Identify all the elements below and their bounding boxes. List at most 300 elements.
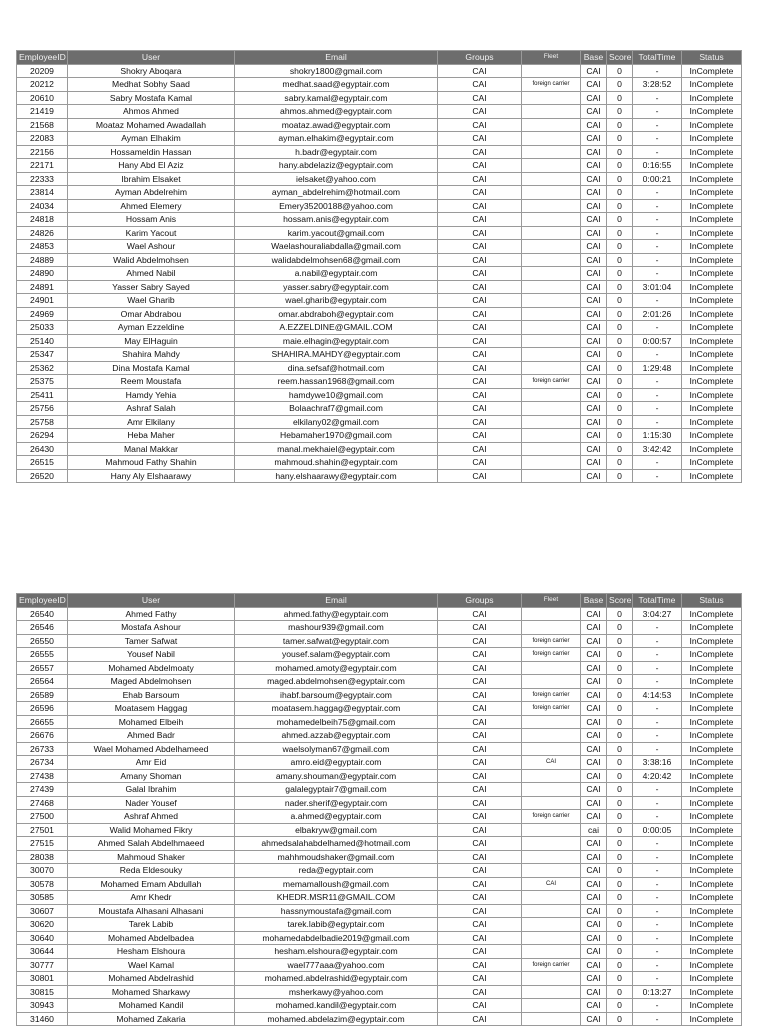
fleet-cell [522, 267, 581, 281]
employee-id-cell: 30777 [17, 958, 68, 972]
groups-cell: CAI [438, 837, 522, 851]
employee-id-cell: 24889 [17, 253, 68, 267]
email-cell: Waelashouraliabdalla@gmail.com [235, 240, 438, 254]
status-cell: InComplete [682, 145, 742, 159]
table-row [17, 904, 742, 918]
fleet-cell [522, 307, 581, 321]
total-time-cell: - [633, 105, 682, 119]
total-time-cell: - [633, 796, 682, 810]
total-time-cell: - [633, 675, 682, 689]
table-row [17, 958, 742, 972]
user-cell: Hesham Elshoura [68, 945, 235, 959]
base-cell: CAI [581, 402, 607, 416]
employee-id-cell: 30801 [17, 972, 68, 986]
user-cell: Hamdy Yehia [68, 388, 235, 402]
total-time-cell: - [633, 891, 682, 905]
employee-id-cell: 26596 [17, 702, 68, 716]
status-cell: InComplete [682, 918, 742, 932]
status-cell: InComplete [682, 253, 742, 267]
table-row [17, 334, 742, 348]
score-cell: 0 [607, 648, 633, 662]
user-cell: Ahmed Nabil [68, 267, 235, 281]
groups-cell: CAI [438, 796, 522, 810]
employee-id-cell: 30607 [17, 904, 68, 918]
user-cell: Mohamed Zakaria [68, 1012, 235, 1026]
status-cell: InComplete [682, 850, 742, 864]
status-cell: InComplete [682, 105, 742, 119]
table-row [17, 850, 742, 864]
status-cell: InComplete [682, 334, 742, 348]
total-time-cell: - [633, 199, 682, 213]
email-cell: tarek.labib@egyptair.com [235, 918, 438, 932]
groups-cell: CAI [438, 864, 522, 878]
status-cell: InComplete [682, 267, 742, 281]
base-cell: CAI [581, 756, 607, 770]
fleet-cell [522, 796, 581, 810]
status-cell: InComplete [682, 999, 742, 1013]
groups-cell: CAI [438, 607, 522, 621]
status-cell: InComplete [682, 823, 742, 837]
score-cell: 0 [607, 456, 633, 470]
score-cell: 0 [607, 429, 633, 443]
score-cell: 0 [607, 388, 633, 402]
score-cell: 0 [607, 1012, 633, 1026]
groups-cell: CAI [438, 240, 522, 254]
base-cell: CAI [581, 469, 607, 483]
total-time-cell: 1:29:48 [633, 361, 682, 375]
fleet-cell [522, 783, 581, 797]
total-time-cell: - [633, 783, 682, 797]
employee-id-cell: 26520 [17, 469, 68, 483]
total-time-cell: - [633, 877, 682, 891]
status-cell: InComplete [682, 348, 742, 362]
email-cell: amany.shouman@egyptair.com [235, 769, 438, 783]
fleet-cell: foreign carrier [522, 688, 581, 702]
user-cell: Mohamed Abdelbadea [68, 931, 235, 945]
email-cell: mahmoud.shahin@egyptair.com [235, 456, 438, 470]
user-cell: Ehab Barsoum [68, 688, 235, 702]
user-cell: Medhat Sobhy Saad [68, 78, 235, 92]
base-cell: cai [581, 823, 607, 837]
user-cell: Ahmos Ahmed [68, 105, 235, 119]
groups-cell: CAI [438, 904, 522, 918]
email-cell: maged.abdelmohsen@egyptair.com [235, 675, 438, 689]
fleet-cell [522, 199, 581, 213]
groups-cell: CAI [438, 226, 522, 240]
user-cell: Wael Gharib [68, 294, 235, 308]
total-time-cell: - [633, 621, 682, 635]
employee-id-cell: 23814 [17, 186, 68, 200]
employee-id-cell: 26555 [17, 648, 68, 662]
employee-id-cell: 25411 [17, 388, 68, 402]
fleet-cell: foreign carrier [522, 78, 581, 92]
total-time-cell: - [633, 972, 682, 986]
score-cell: 0 [607, 823, 633, 837]
fleet-cell [522, 172, 581, 186]
email-cell: manal.mekhaiel@egyptair.com [235, 442, 438, 456]
base-cell: CAI [581, 648, 607, 662]
status-cell: InComplete [682, 78, 742, 92]
status-cell: InComplete [682, 240, 742, 254]
total-time-cell: - [633, 958, 682, 972]
table-row [17, 240, 742, 254]
groups-cell: CAI [438, 186, 522, 200]
employee-id-cell: 25758 [17, 415, 68, 429]
user-cell: Yasser Sabry Sayed [68, 280, 235, 294]
email-cell: ielsaket@yahoo.com [235, 172, 438, 186]
status-cell: InComplete [682, 415, 742, 429]
score-cell: 0 [607, 132, 633, 146]
score-cell: 0 [607, 634, 633, 648]
column-header-groups: Groups [438, 594, 522, 608]
groups-cell: CAI [438, 783, 522, 797]
table-row [17, 199, 742, 213]
employee-id-cell: 27438 [17, 769, 68, 783]
table-row [17, 253, 742, 267]
status-cell: InComplete [682, 159, 742, 173]
status-cell: InComplete [682, 361, 742, 375]
status-cell: InComplete [682, 607, 742, 621]
table-row [17, 159, 742, 173]
user-cell: Ahmed Badr [68, 729, 235, 743]
total-time-cell: - [633, 132, 682, 146]
employee-id-cell: 30640 [17, 931, 68, 945]
fleet-cell [522, 388, 581, 402]
total-time-cell: - [633, 469, 682, 483]
total-time-cell: - [633, 375, 682, 389]
score-cell: 0 [607, 661, 633, 675]
groups-cell: CAI [438, 675, 522, 689]
groups-cell: CAI [438, 985, 522, 999]
score-cell: 0 [607, 783, 633, 797]
table-row [17, 213, 742, 227]
email-cell: wael777aaa@yahoo.com [235, 958, 438, 972]
column-header-user: User [68, 51, 235, 65]
groups-cell: CAI [438, 105, 522, 119]
total-time-cell: - [633, 388, 682, 402]
status-cell: InComplete [682, 388, 742, 402]
fleet-cell: foreign carrier [522, 810, 581, 824]
email-cell: h.badr@egyptair.com [235, 145, 438, 159]
email-cell: waelsolyman67@gmail.com [235, 742, 438, 756]
status-cell: InComplete [682, 621, 742, 635]
total-time-cell: - [633, 402, 682, 416]
total-time-cell: 0:00:57 [633, 334, 682, 348]
base-cell: CAI [581, 118, 607, 132]
fleet-cell [522, 1012, 581, 1026]
table-row [17, 118, 742, 132]
table-row [17, 442, 742, 456]
total-time-cell: 3:04:27 [633, 607, 682, 621]
fleet-cell [522, 91, 581, 105]
total-time-cell: - [633, 321, 682, 335]
email-cell: yousef.salam@egyptair.com [235, 648, 438, 662]
score-cell: 0 [607, 850, 633, 864]
score-cell: 0 [607, 469, 633, 483]
user-cell: Ayman Ezzeldine [68, 321, 235, 335]
column-header-total-time: TotalTime [633, 51, 682, 65]
base-cell: CAI [581, 348, 607, 362]
employee-id-cell: 22156 [17, 145, 68, 159]
status-cell: InComplete [682, 729, 742, 743]
score-cell: 0 [607, 375, 633, 389]
score-cell: 0 [607, 78, 633, 92]
fleet-cell [522, 864, 581, 878]
email-cell: a.ahmed@egyptair.com [235, 810, 438, 824]
employee-id-cell: 22083 [17, 132, 68, 146]
base-cell: CAI [581, 675, 607, 689]
base-cell: CAI [581, 321, 607, 335]
base-cell: CAI [581, 132, 607, 146]
total-time-cell: - [633, 715, 682, 729]
email-cell: karim.yacout@gmail.com [235, 226, 438, 240]
user-cell: Heba Maher [68, 429, 235, 443]
user-cell: Walid Abdelmohsen [68, 253, 235, 267]
fleet-cell [522, 240, 581, 254]
groups-cell: CAI [438, 402, 522, 416]
groups-cell: CAI [438, 334, 522, 348]
base-cell: CAI [581, 172, 607, 186]
fleet-cell [522, 294, 581, 308]
employee-id-cell: 26557 [17, 661, 68, 675]
fleet-cell [522, 334, 581, 348]
score-cell: 0 [607, 145, 633, 159]
groups-cell: CAI [438, 307, 522, 321]
base-cell: CAI [581, 877, 607, 891]
user-cell: Wael Kamal [68, 958, 235, 972]
table-row [17, 945, 742, 959]
total-time-cell: 0:16:55 [633, 159, 682, 173]
groups-cell: CAI [438, 415, 522, 429]
email-cell: shokry1800@gmail.com [235, 64, 438, 78]
groups-cell: CAI [438, 715, 522, 729]
score-cell: 0 [607, 985, 633, 999]
email-cell: Hebamaher1970@gmail.com [235, 429, 438, 443]
fleet-cell [522, 945, 581, 959]
column-header-score: Score [607, 594, 633, 608]
status-cell: InComplete [682, 307, 742, 321]
score-cell: 0 [607, 675, 633, 689]
total-time-cell: - [633, 661, 682, 675]
base-cell: CAI [581, 429, 607, 443]
total-time-cell: - [633, 810, 682, 824]
table-row [17, 105, 742, 119]
fleet-cell [522, 186, 581, 200]
base-cell: CAI [581, 972, 607, 986]
status-cell: InComplete [682, 186, 742, 200]
score-cell: 0 [607, 958, 633, 972]
total-time-cell: - [633, 634, 682, 648]
base-cell: CAI [581, 918, 607, 932]
email-cell: hany.abdelaziz@egyptair.com [235, 159, 438, 173]
status-cell: InComplete [682, 456, 742, 470]
status-cell: InComplete [682, 1012, 742, 1026]
total-time-cell: 2:01:26 [633, 307, 682, 321]
status-cell: InComplete [682, 64, 742, 78]
total-time-cell: 3:01:04 [633, 280, 682, 294]
fleet-cell [522, 742, 581, 756]
score-cell: 0 [607, 702, 633, 716]
status-cell: InComplete [682, 796, 742, 810]
user-cell: Mohamed Sharkawy [68, 985, 235, 999]
fleet-cell [522, 904, 581, 918]
email-cell: mohamed.amoty@egyptair.com [235, 661, 438, 675]
column-header-user: User [68, 594, 235, 608]
table-row [17, 675, 742, 689]
email-cell: msherkawy@yahoo.com [235, 985, 438, 999]
status-cell: InComplete [682, 985, 742, 999]
score-cell: 0 [607, 715, 633, 729]
employee-id-cell: 27515 [17, 837, 68, 851]
table-row [17, 226, 742, 240]
score-cell: 0 [607, 688, 633, 702]
score-cell: 0 [607, 621, 633, 635]
groups-cell: CAI [438, 388, 522, 402]
table-row [17, 837, 742, 851]
total-time-cell: - [633, 742, 682, 756]
groups-cell: CAI [438, 1012, 522, 1026]
employee-id-cell: 26430 [17, 442, 68, 456]
score-cell: 0 [607, 240, 633, 254]
fleet-cell [522, 442, 581, 456]
status-cell: InComplete [682, 958, 742, 972]
employee-id-cell: 26655 [17, 715, 68, 729]
employee-id-cell: 24901 [17, 294, 68, 308]
base-cell: CAI [581, 864, 607, 878]
user-cell: Ayman Elhakim [68, 132, 235, 146]
table-row [17, 321, 742, 335]
groups-cell: CAI [438, 877, 522, 891]
fleet-cell [522, 226, 581, 240]
base-cell: CAI [581, 931, 607, 945]
table-row [17, 810, 742, 824]
groups-cell: CAI [438, 742, 522, 756]
score-cell: 0 [607, 361, 633, 375]
email-cell: hassnymoustafa@gmail.com [235, 904, 438, 918]
base-cell: CAI [581, 280, 607, 294]
groups-cell: CAI [438, 756, 522, 770]
score-cell: 0 [607, 415, 633, 429]
employee-id-cell: 30620 [17, 918, 68, 932]
employee-id-cell: 20209 [17, 64, 68, 78]
fleet-cell: foreign carrier [522, 648, 581, 662]
user-cell: May ElHaguin [68, 334, 235, 348]
status-cell: InComplete [682, 769, 742, 783]
email-cell: ayman.elhakim@egyptair.com [235, 132, 438, 146]
user-cell: Karim Yacout [68, 226, 235, 240]
user-cell: Ahmed Fathy [68, 607, 235, 621]
total-time-cell: - [633, 456, 682, 470]
user-cell: Shokry Aboqara [68, 64, 235, 78]
base-cell: CAI [581, 388, 607, 402]
table-row [17, 688, 742, 702]
status-cell: InComplete [682, 931, 742, 945]
base-cell: CAI [581, 702, 607, 716]
groups-cell: CAI [438, 321, 522, 335]
email-cell: mohamed.abdelrashid@egyptair.com [235, 972, 438, 986]
groups-cell: CAI [438, 891, 522, 905]
employee-id-cell: 24969 [17, 307, 68, 321]
email-cell: mohamedelbeih75@gmail.com [235, 715, 438, 729]
user-cell: Moatasem Haggag [68, 702, 235, 716]
table-row [17, 294, 742, 308]
base-cell: CAI [581, 361, 607, 375]
column-header-score: Score [607, 51, 633, 65]
total-time-cell: - [633, 348, 682, 362]
user-cell: Reem Moustafa [68, 375, 235, 389]
table-row [17, 64, 742, 78]
total-time-cell: 0:13:27 [633, 985, 682, 999]
groups-cell: CAI [438, 429, 522, 443]
score-cell: 0 [607, 891, 633, 905]
status-cell: InComplete [682, 837, 742, 851]
status-cell: InComplete [682, 294, 742, 308]
groups-cell: CAI [438, 280, 522, 294]
employee-id-cell: 27468 [17, 796, 68, 810]
email-cell: ahmos.ahmed@egyptair.com [235, 105, 438, 119]
table-row [17, 796, 742, 810]
status-cell: InComplete [682, 972, 742, 986]
email-cell: ahmedsalahabdelhamed@hotmail.com [235, 837, 438, 851]
status-cell: InComplete [682, 172, 742, 186]
user-cell: Mostafa Ashour [68, 621, 235, 635]
table-row [17, 145, 742, 159]
score-cell: 0 [607, 307, 633, 321]
base-cell: CAI [581, 1012, 607, 1026]
total-time-cell: - [633, 294, 682, 308]
groups-cell: CAI [438, 253, 522, 267]
groups-cell: CAI [438, 999, 522, 1013]
groups-cell: CAI [438, 688, 522, 702]
email-cell: moataz.awad@egyptair.com [235, 118, 438, 132]
total-time-cell: - [633, 850, 682, 864]
status-cell: InComplete [682, 675, 742, 689]
user-cell: Galal Ibrahim [68, 783, 235, 797]
column-header-email: Email [235, 51, 438, 65]
employee-id-cell: 25756 [17, 402, 68, 416]
status-cell: InComplete [682, 402, 742, 416]
fleet-cell [522, 985, 581, 999]
status-cell: InComplete [682, 715, 742, 729]
base-cell: CAI [581, 253, 607, 267]
total-time-cell: - [633, 729, 682, 743]
fleet-cell [522, 661, 581, 675]
table-row [17, 361, 742, 375]
employee-id-cell: 31460 [17, 1012, 68, 1026]
employee-id-cell: 21419 [17, 105, 68, 119]
total-time-cell: - [633, 837, 682, 851]
user-cell: Wael Ashour [68, 240, 235, 254]
email-cell: dina.sefsaf@hotmail.com [235, 361, 438, 375]
total-time-cell: 4:14:53 [633, 688, 682, 702]
groups-cell: CAI [438, 78, 522, 92]
status-cell: InComplete [682, 321, 742, 335]
employee-table-2 [16, 593, 742, 1026]
column-header-total-time: TotalTime [633, 594, 682, 608]
base-cell: CAI [581, 199, 607, 213]
fleet-cell [522, 213, 581, 227]
total-time-cell: - [633, 253, 682, 267]
score-cell: 0 [607, 294, 633, 308]
status-cell: InComplete [682, 648, 742, 662]
base-cell: CAI [581, 64, 607, 78]
score-cell: 0 [607, 213, 633, 227]
groups-cell: CAI [438, 159, 522, 173]
employee-id-cell: 25375 [17, 375, 68, 389]
base-cell: CAI [581, 145, 607, 159]
table-row [17, 415, 742, 429]
employee-id-cell: 22171 [17, 159, 68, 173]
